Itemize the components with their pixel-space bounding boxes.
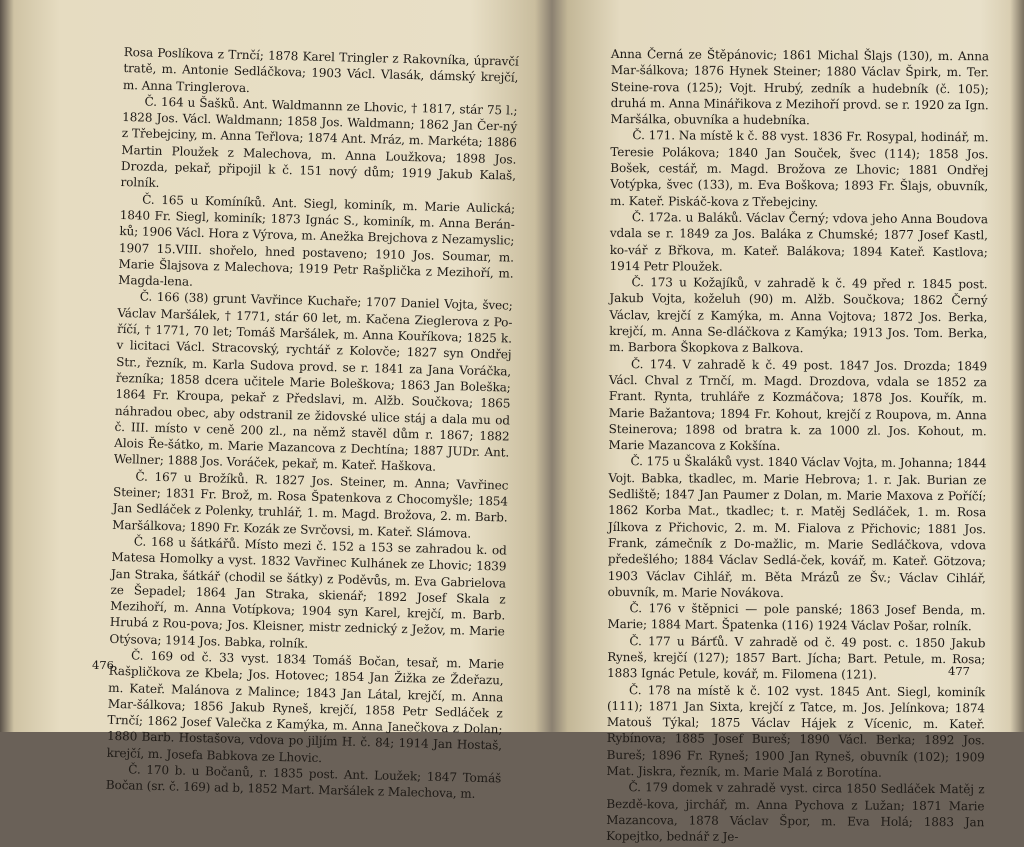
paragraph: Č. 169 od č. 33 vyst. 1834 Tomáš Bočan, tesař, m. Marie Rašpličkova ze Kbela; Jos. Hotovec; 1854 Jan Žižka ze Ždeřazu, m. Kateř. Malánova z Malince; 1843 Jan Látal, krejčí, m. Anna Mar-šálkova; 1856 Jakub Ryneš, krejčí, 1858 Petr Sedláček z Trnčí; 1862 Josef Valečka z Kamýka, m. Anna Janečkova z Dolan; 1880 Barb. Hostašova, vdova po jiljím H. č. 84; 1914 Jan Hostaš, krejčí, m. Josefa Babkova ze Lhovic. xyxy=(106,648,505,765)
paragraph: Č. 179 domek v zahradě vyst. circa 1850 Sedláček Matěj z Bezdě-kova, jirchář, m. Anna Pychova z Lužan; 1871 Marie Mazancova, 1878 Václav Špor, m. Eva Holá; 1883 Jan Kopejtko, bednář z Je- xyxy=(606,780,985,845)
paragraph: Č. 176 v štěpnici — pole panské; 1863 Josef Benda, m. Marie; 1884 Mart. Špatenka (116) 1924 Václav Pošar, rolník. xyxy=(607,601,986,634)
paragraph: Č. 172a. u Baláků. Václav Černý; vdova jeho Anna Boudova vdala se r. 1849 za Jos. Baláka z Chumské; 1877 Josef Kastl, ko-vář z Břkova, m. Kateř. Balákova; 1894 Kateř. Kastlova; 1914 Petr Ploužek. xyxy=(609,210,988,274)
paragraph: Č. 178 na místě k č. 102 vyst. 1845 Ant. Siegl, kominík (111); 1871 Jan Sixta, krejčí z Tatce, m. Jos. Jelínkova; 1874 Matouš Týkal; 1875 Václav Hájek z Vícenic, m. Kateř. Rybínova; 1885 Josef Bureš; 1890 Václ. Berka; 1892 Jos. Bureš; 1896 Fr. Ryneš; 1900 Jan Ryneš, obuvník (102); 1909 Mat. Jiskra, řezník, m. Marie Malá z Borotína. xyxy=(606,682,986,780)
paragraph: Č. 177 u Bárťů. V zahradě od č. 49 post. c. 1850 Jakub Ryneš, krejčí (127); 1857 Bart. Jícha; Bart. Petule, m. Rosa; 1883 Ignác Petule, kovář, m. Filomena (121). xyxy=(607,633,986,682)
paragraph: Č. 164 u Šašků. Ant. Waldmannn ze Lhovic, † 1817, stár 75 l.; 1828 Jos. Václ. Waldmann; 1858 Jos. Waldmann; 1862 Jan Čer-ný z Třebejciny, m. Anna Teřlova; 1874 Ant. Mráz, m. Markéta; 1886 Martin Ploužek z Malechova, m. Anna Loužkova; 1898 Jos. Drozda, pekař, připojil k č. 151 nový dům; 1919 Jakub Kalaš, rolník. xyxy=(120,94,518,191)
right-page xyxy=(548,0,1024,845)
paragraph: Č. 168 u šátkářů. Místo mezi č. 152 a 153 se zahradou k. od Matesa Homolky a vyst. 1832 Vavřinec Kulhánek ze Lhovic; 1839 Jan Straka, šátkář (chodil se šátky) z Poděvůs, m. Eva Gabrielova ze Šepadel; 1864 Jan Straka, skienář; 1892 Josef Skala z Mezihoří, m. Anna Votípkova; 1904 syn Karel, krejčí, m. Barb. Hrubá z Rou-pova; Jos. Kleisner, mistr zednický z Ježov, m. Marie Otýsova; 1914 Jos. Babka, rolník. xyxy=(109,534,507,651)
left-page-text xyxy=(106,44,519,803)
paragraph: Č. 166 (38) grunt Vavřince Kuchaře; 1707 Daniel Vojta, švec; Václav Maršálek, † 1771, stár 60 let, m. Kačena Zieglerova z Po-říčí, † 1771, 70 let; Tomáš Maršálek, m. Anna Kouříkova; 1825 k. v licitaci Václ. Stracovský, rychtář z Kolovče; 1827 syn Ondřej Str., řezník, m. Karla Sudova provd. se r. 1841 za Jana Voráčka, řezníka; 1858 dcera učitele Marie Boleškova; 1863 Jan Boleška; 1864 Fr. Kroupa, pekař z Předslavi, m. Alžb. Součkova; 1865 náhradou obec, aby odstranil ze židovské ulice stáj a dala mu od č. III. místo v ceně 200 zl., na němž stavěl dům r. 1867; 1882 Alois Ře-šátko, m. Marie Mazancova z Dechtína; 1887 JUDr. Ant. Wellner; 1888 Jos. Voráček, pekař, m. Kateř. Haškova. xyxy=(113,289,513,475)
paragraph: Č. 165 u Komíníků. Ant. Siegl, kominík, m. Marie Aulická; 1840 Fr. Siegl, kominík; 1873 Ignác S., kominík, m. Anna Berán-ků; 1906 Václ. Hora z Výrova, m. Anežka Brejchova z Nezamyslic; 1907 15.VIII. shořelo, hned postaveno; 1910 Jos. Soumar, m. Marie Šlajsova z Malechova; 1919 Petr Rašplička z Mezihoří, m. Magda-lena. xyxy=(118,192,516,289)
page-number: 477 xyxy=(948,664,970,678)
paragraph: Č. 167 u Brožíků. R. 1827 Jos. Steiner, m. Anna; Vavřinec Steiner; 1831 Fr. Brož, m. Rosa Špatenkova z Chocomyšle; 1854 Jan Sedláček z Polenky, truhlář, 1. m. Magd. Brožova, 2. m. Barb. Maršálkova; 1890 Fr. Kozák ze Svrčovsi, m. Kateř. Slámova. xyxy=(112,469,509,541)
paragraph: Č. 170 b. u Bočanů, r. 1835 post. Ant. Loužek; 1847 Tomáš Bočan (sr. č. 169) ad b, 1852 Mart. Maršálek z Malechova, m. xyxy=(105,762,502,802)
paragraph: Č. 171. Na místě k č. 88 vyst. 1836 Fr. Rosypal, hodinář, m. Teresie Polákova; 1840 Jan Souček, švec (114); 1858 Jos. Bošek, cestář, m. Magd. Brožova ze Lhovic; 1881 Ondřej Votýpka, švec (133), m. Eva Boškova; 1893 Fr. Šlajs, obuvník, m. Kateř. Piskáč-kova z Třebejciny. xyxy=(610,128,989,209)
paragraph: Č. 175 u Škaláků vyst. 1840 Václav Vojta, m. Johanna; 1844 Vojt. Babka, tkadlec, m. Marie Hebrova; 1. r. Jak. Burian ze Sedliště; 1847 Jan Paumer z Dolan, m. Marie Maxova z Poříčí; 1862 Korba Mat., tkadlec; t. r. Matěj Sedláček, 1. m. Rosa Jílkova z Přichovic, 2. m. M. Fialova z Přichovic; 1881 Jos. Frank, zámečník z Do-mažlic, m. Marie Sedláčkova, vdova předešlého; 1884 Václav Sedlá-ček, kovář, m. Kateř. Götzova; 1903 Václav Cihlář, m. Běta Mrázů ze Šv.; Václav Cihlář, obuvník, m. Marie Novákova. xyxy=(607,454,987,600)
right-page-text xyxy=(606,46,989,847)
paragraph: Rosa Poslíkova z Trnčí; 1878 Karel Tringler z Rakovníka, úpravčí tratě, m. Antonie Sedláčkova; 1903 Václ. Vlasák, dámský krejčí, m. Anna Tringlerova. xyxy=(122,44,519,95)
paragraph: Anna Černá ze Štěpánovic; 1861 Michal Šlajs (130), m. Anna Mar-šálkova; 1876 Hynek Steiner; 1880 Václav Špirk, m. Ter. Steine-rova (125); Vojt. Hrubý, zedník a hudebník (č. 105); druhá m. Anna Minářikova z Mezihoří provd. se r. 1920 za Ign. Maršálka, obuvníka a hudebníka. xyxy=(610,46,989,128)
paragraph: Č. 173 u Kožajíků, v zahradě k č. 49 před r. 1845 post. Jakub Vojta, koželuh (90) m. Alžb. Součkova; 1862 Černý Václav, krejčí z Kamýka, m. Anna Vojtova; 1872 Jos. Berka, krejčí, m. Anna Se-dláčkova z Kamýka; 1913 Jos. Tom. Berka, m. Barbora Škopkova z Balkova. xyxy=(609,275,988,356)
page-number: 476 xyxy=(92,658,114,672)
paragraph: Č. 174. V zahradě k č. 49 post. 1847 Jos. Drozda; 1849 Václ. Chval z Trnčí, m. Magd. Drozdova, vdala se 1852 za Frant. Rynta, truhláře z Kozmáčova; 1878 Jos. Kouřík, m. Marie Bažantova; 1894 Fr. Kohout, krejčí z Roupova, m. Anna Steinerova; 1898 od bratra k. za 1000 zl. Jos. Kohout, m. Marie Mazancova z Kokšína. xyxy=(608,356,988,454)
